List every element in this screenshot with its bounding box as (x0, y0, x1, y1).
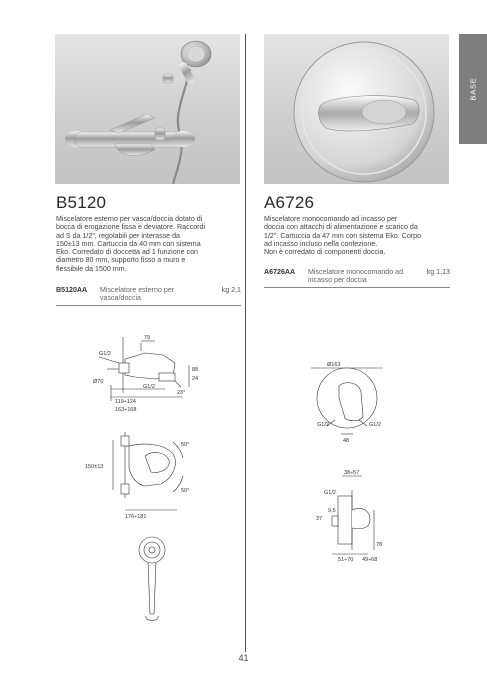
dim-label: Ø70 (93, 379, 104, 385)
article-description (308, 268, 403, 284)
article-description-line: vasca/doccia (100, 294, 142, 303)
dim-label: 51÷70 (338, 557, 354, 563)
description-line: ad incasso incluso nella confezione. (264, 239, 378, 248)
dim-label: 37 (316, 516, 323, 522)
dim-label: 48 (343, 438, 350, 444)
dim-label: 88 (192, 367, 199, 373)
article-description-line: Miscelatore esterno per (100, 286, 175, 294)
product-description-a6726 (264, 215, 452, 256)
dim-label: G1/2 (317, 422, 329, 428)
description-line: diametro 80 mm, supporto fisso a muro e (56, 256, 186, 265)
section-tab[interactable] (459, 34, 487, 144)
technical-drawing-side-b5120 (85, 333, 215, 413)
description-line: Miscelatore esterno per vasca/doccia dotato di (56, 215, 203, 223)
concealed-mixer-image (264, 34, 449, 184)
article-description-line: Miscelatore monocomando ad (308, 268, 404, 276)
dim-label: 163÷168 (115, 407, 137, 413)
product-photo-a6726 (264, 34, 449, 184)
dim-label: 38÷57 (344, 470, 360, 476)
dim-label: 9,5 (328, 508, 336, 514)
technical-drawing-handshower (128, 534, 178, 629)
dim-label: 150±13 (85, 464, 104, 470)
description-line: flessibile da 1500 mm. (56, 264, 127, 273)
product-photo-b5120 (55, 34, 240, 184)
page-number: 41 (238, 653, 249, 663)
dim-label: 78 (376, 542, 383, 548)
dim-label: 24 (192, 376, 199, 382)
technical-drawing-front-a6726 (305, 356, 395, 446)
article-row-a6726 (264, 268, 450, 288)
technical-drawing-front-b5120 (85, 428, 215, 523)
dim-label: G1/2 (99, 351, 111, 357)
dim-label: 23° (177, 390, 186, 396)
dim-label: 176÷181 (125, 514, 147, 520)
section-tab-label: BASE (468, 77, 478, 101)
product-title-b5120: B5120 (56, 193, 107, 212)
dim-label: 50° (181, 488, 190, 494)
column-divider (245, 34, 246, 652)
article-code: B5120AA (56, 286, 88, 294)
bath-mixer-image (55, 34, 240, 184)
dim-label: G1/2 (369, 422, 381, 428)
article-weight: kg 2,1 (221, 286, 241, 294)
description-line: Miscelatore monocomando ad incasso per (264, 215, 398, 223)
dim-label: G1/2 (143, 384, 155, 390)
description-line: Non è corredato di componenti doccia. (264, 248, 386, 257)
article-row-b5120 (56, 286, 241, 306)
description-line: doccia con attacchi di alimentazione e scarico da (264, 223, 418, 232)
description-line: Eko. Corredato di doccetta ad 1 funzione con (56, 248, 198, 257)
dim-label: G1/2 (324, 490, 336, 496)
description-line: 150±13 mm. Cartuccia da 40 mm con sistema (56, 239, 201, 248)
article-description (100, 286, 174, 302)
dim-label: 50° (181, 442, 190, 448)
dim-label: 119÷124 (115, 399, 136, 405)
article-code: A6726AA (264, 268, 296, 276)
description-line: 1/2". Cartuccia da 47 mm con sistema Eko. Corpo (264, 231, 422, 240)
description-line: bocca di erogazione fissa e deviatore. Raccordi (56, 223, 206, 232)
dim-label: 49÷68 (362, 557, 378, 563)
article-description-line: incasso per doccia (308, 276, 367, 285)
product-title-a6726: A6726 (264, 193, 315, 212)
product-description-b5120 (56, 215, 241, 273)
dim-label: Ø163 (327, 362, 341, 368)
dim-label: 79 (144, 335, 151, 341)
technical-drawing-side-a6726 (312, 470, 392, 565)
description-line: ad S da 1/2", regolabili per interasse da (56, 231, 180, 240)
article-weight: kg 1,13 (426, 268, 450, 276)
